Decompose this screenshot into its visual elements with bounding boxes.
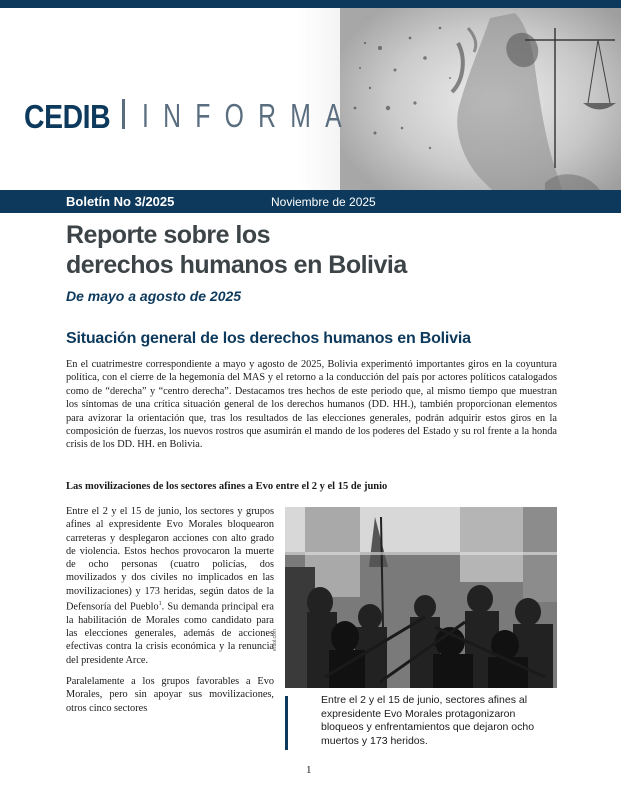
top-bar bbox=[0, 0, 621, 8]
bulletin-band bbox=[0, 190, 621, 213]
paragraph-text: . Su demanda principal era la habilitación de Morales como candidato para las elecciones generales, además de acciones efectivas contra la crisis económica y la renuncia del presidente Arce. bbox=[66, 601, 274, 666]
protest-photo bbox=[285, 507, 557, 688]
report-title bbox=[66, 220, 407, 280]
photo-credit: erbol.com bbox=[272, 629, 278, 651]
photo-caption: Entre el 2 y el 15 de junio, sectores afines al expresidente Evo Morales protagonizaron bloqueos y enfrentamientos que dejaron ocho muertos y 173 heridos. bbox=[321, 694, 535, 747]
paragraph-text: Entre el 2 y el 15 de junio, los sectores y grupos afines al expresidente Evo Morales bloquearon carreteras y desplegaron acciones con alto grado de violencia. Estos hechos provocaron la muerte de ocho personas (cuatro policías, dos movilizados y dos civiles no implicados en las movilizaciones) y 173 heridas, según datos de la Defensoría del Pueblo bbox=[66, 506, 274, 613]
page-number: 1 bbox=[306, 764, 312, 776]
brand-logo-text: CEDIB bbox=[24, 98, 111, 135]
title-line: Reporte sobre los bbox=[66, 221, 271, 249]
brand-divider bbox=[122, 99, 125, 129]
body-paragraph: Paralelamente a los grupos favorables a Evo Morales, pero sin apoyar sus movilizaciones, otros cinco sectores bbox=[66, 675, 274, 714]
brand-subtitle: INFORMA bbox=[142, 97, 356, 134]
bulletin-date: Noviembre de 2025 bbox=[271, 195, 376, 209]
section-heading: Situación general de los derechos humanos en Bolivia bbox=[66, 330, 471, 347]
report-period: De mayo a agosto de 2025 bbox=[66, 288, 242, 304]
justice-scales-illustration bbox=[340, 8, 621, 190]
footnote-reference[interactable]: 1 bbox=[158, 601, 162, 608]
body-paragraph bbox=[66, 505, 274, 667]
bulletin-number: Boletín No 3/2025 bbox=[66, 194, 175, 209]
subsection-heading: Las movilizaciones de los sectores afines a Evo entre el 2 y el 15 de junio bbox=[66, 481, 388, 492]
header-hero bbox=[0, 8, 621, 190]
intro-paragraph: En el cuatrimestre correspondiente a mayo y agosto de 2025, Bolivia experimentó importantes giros en la coyuntura política, con el cierre de la hegemonía del MAS y el retorno a la conducción del país por actores políticos catalogados como de “derecha” y “centro derecha”. Destacamos tres hechos de este periodo que, al mismo tiempo que muestran los síntomas de una crítica situación general de los derechos humanos (DD. HH.), también proporcionan elementos para avizorar la orientación que, tras los resultados de las elecciones generales, podrán adquirir estos giros en la composición de fuerzas, los nuevos rostros que asumirán el mando de los poderes del Estado y su rol frente a la honda crisis de los DD. HH. en Bolivia. bbox=[66, 359, 557, 451]
title-line: derechos humanos en Bolivia bbox=[66, 251, 407, 279]
caption-accent-bar bbox=[285, 696, 288, 750]
protest-scene-image bbox=[285, 507, 557, 688]
body-column bbox=[66, 505, 274, 723]
